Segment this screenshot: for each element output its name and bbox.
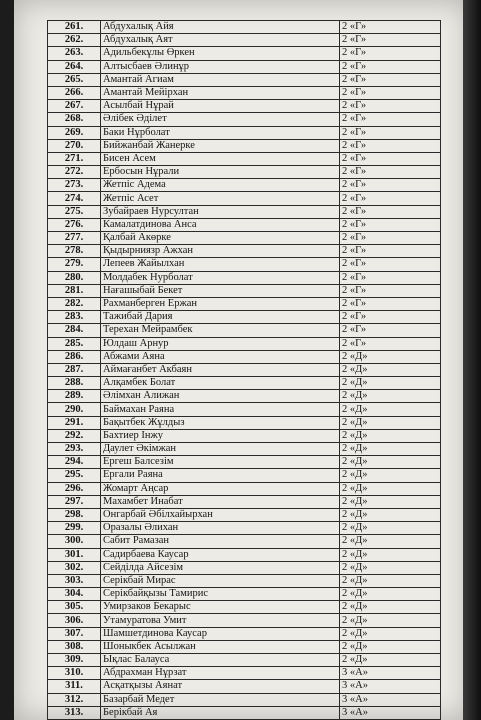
student-name: Ықлас Балауса: [101, 654, 340, 667]
table-row: [48, 192, 441, 205]
row-number: 295.: [48, 469, 101, 482]
table-row: [48, 469, 441, 482]
student-name: Камалатдинова Анса: [101, 218, 340, 231]
row-number: 275.: [48, 205, 101, 218]
class-label: 3 «А»: [340, 693, 441, 706]
table-row: [48, 574, 441, 587]
table-row: [48, 429, 441, 442]
row-number: 288.: [48, 377, 101, 390]
row-number: 286.: [48, 350, 101, 363]
student-name: Базарбай Медет: [101, 693, 340, 706]
row-number: 289.: [48, 390, 101, 403]
class-label: 2 «Д»: [340, 403, 441, 416]
student-name: Абжами Аяна: [101, 350, 340, 363]
class-label: 2 «Д»: [340, 416, 441, 429]
row-number: 280.: [48, 271, 101, 284]
row-number: 296.: [48, 482, 101, 495]
class-label: 2 «Г»: [340, 152, 441, 165]
student-name: Серікбайқызы Тамирис: [101, 588, 340, 601]
table-row: [48, 205, 441, 218]
class-label: 2 «Д»: [340, 350, 441, 363]
student-name: Абдрахман Нұрзат: [101, 667, 340, 680]
student-name: Сабит Рамазан: [101, 535, 340, 548]
class-label: 2 «Г»: [340, 324, 441, 337]
class-label: 2 «Г»: [340, 100, 441, 113]
table-row: [48, 73, 441, 86]
class-label: 2 «Д»: [340, 390, 441, 403]
table-row: [48, 258, 441, 271]
student-list-table: [47, 20, 441, 720]
table-row: [48, 601, 441, 614]
table-row: [48, 588, 441, 601]
table-row: [48, 218, 441, 231]
row-number: 269.: [48, 126, 101, 139]
row-number: 303.: [48, 574, 101, 587]
student-name: Даулет Әкімжан: [101, 443, 340, 456]
student-name: Жомарт Аңсар: [101, 482, 340, 495]
row-number: 308.: [48, 640, 101, 653]
student-name: Абдухалық Айя: [101, 21, 340, 34]
class-label: 2 «Д»: [340, 522, 441, 535]
student-name: Сейділда Айсезім: [101, 561, 340, 574]
class-label: 2 «Д»: [340, 548, 441, 561]
row-number: 305.: [48, 601, 101, 614]
class-label: 2 «Д»: [340, 377, 441, 390]
student-name: Рахманберген Ержан: [101, 297, 340, 310]
row-number: 311.: [48, 680, 101, 693]
student-name: Аймағанбет Акбаян: [101, 363, 340, 376]
student-name: Асылбай Нұрай: [101, 100, 340, 113]
table-row: [48, 139, 441, 152]
class-label: 2 «Д»: [340, 535, 441, 548]
student-name: Баймахан Раяна: [101, 403, 340, 416]
student-name: Берікбай Ая: [101, 706, 340, 719]
student-name: Утамуратова Умит: [101, 614, 340, 627]
student-name: Ергали Раяна: [101, 469, 340, 482]
table-body: [48, 21, 441, 720]
student-name: Қалбай Акөрке: [101, 232, 340, 245]
table-row: [48, 179, 441, 192]
student-name: Бийжанбай Жанерке: [101, 139, 340, 152]
class-label: 2 «Г»: [340, 192, 441, 205]
row-number: 291.: [48, 416, 101, 429]
class-label: 2 «Г»: [340, 47, 441, 60]
row-number: 265.: [48, 73, 101, 86]
table-row: [48, 363, 441, 376]
class-label: 2 «Д»: [340, 601, 441, 614]
row-number: 268.: [48, 113, 101, 126]
table-row: [48, 297, 441, 310]
student-name: Әлімхан Алижан: [101, 390, 340, 403]
row-number: 283.: [48, 311, 101, 324]
table-row: [48, 271, 441, 284]
class-label: 2 «Д»: [340, 508, 441, 521]
student-name: Серікбай Мирас: [101, 574, 340, 587]
student-name: Бахтиер Інжу: [101, 429, 340, 442]
class-label: 2 «Г»: [340, 113, 441, 126]
row-number: 277.: [48, 232, 101, 245]
class-label: 2 «Г»: [340, 139, 441, 152]
student-name: Умирзаков Бекарыс: [101, 601, 340, 614]
row-number: 313.: [48, 706, 101, 719]
student-name: Шамшетдинова Каусар: [101, 627, 340, 640]
student-name: Нағашыбай Бекет: [101, 284, 340, 297]
class-label: 2 «Д»: [340, 363, 441, 376]
row-number: 299.: [48, 522, 101, 535]
table-row: [48, 113, 441, 126]
student-name: Абдухалық Аят: [101, 34, 340, 47]
table-row: [48, 245, 441, 258]
student-name: Ергеш Балсезім: [101, 456, 340, 469]
table-row: [48, 522, 441, 535]
student-name: Әлібек Әділет: [101, 113, 340, 126]
table-row: [48, 337, 441, 350]
table-row: [48, 324, 441, 337]
class-label: 2 «Г»: [340, 126, 441, 139]
student-name: Асқатқызы Аянат: [101, 680, 340, 693]
table-row: [48, 152, 441, 165]
row-number: 284.: [48, 324, 101, 337]
table-row: [48, 443, 441, 456]
table-row: [48, 456, 441, 469]
student-name: Жетпіс Асет: [101, 192, 340, 205]
row-number: 287.: [48, 363, 101, 376]
scan-edge: [463, 0, 481, 720]
table-row: [48, 377, 441, 390]
table-row: [48, 693, 441, 706]
student-name: Амантай Мейірхан: [101, 86, 340, 99]
class-label: 2 «Г»: [340, 60, 441, 73]
student-name: Амантай Агиам: [101, 73, 340, 86]
class-label: 2 «Г»: [340, 311, 441, 324]
student-name: Шоныкбек Асылжан: [101, 640, 340, 653]
student-name: Баки Нұрболат: [101, 126, 340, 139]
row-number: 267.: [48, 100, 101, 113]
class-label: 2 «Д»: [340, 482, 441, 495]
table-row: [48, 535, 441, 548]
table-row: [48, 86, 441, 99]
student-name: Юлдаш Арнур: [101, 337, 340, 350]
class-label: 2 «Д»: [340, 429, 441, 442]
table-row: [48, 47, 441, 60]
row-number: 278.: [48, 245, 101, 258]
class-label: 2 «Д»: [340, 654, 441, 667]
class-label: 2 «Г»: [340, 21, 441, 34]
row-number: 310.: [48, 667, 101, 680]
row-number: 274.: [48, 192, 101, 205]
class-label: 2 «Г»: [340, 271, 441, 284]
student-name: Бисен Асем: [101, 152, 340, 165]
student-name: Молдабек Нурболат: [101, 271, 340, 284]
student-name: Адильбекұлы Өркен: [101, 47, 340, 60]
class-label: 2 «Д»: [340, 495, 441, 508]
class-label: 3 «А»: [340, 706, 441, 719]
class-label: 2 «Д»: [340, 574, 441, 587]
row-number: 300.: [48, 535, 101, 548]
class-label: 2 «Г»: [340, 297, 441, 310]
class-label: 2 «Г»: [340, 179, 441, 192]
class-label: 2 «Г»: [340, 73, 441, 86]
row-number: 312.: [48, 693, 101, 706]
student-name: Оразалы Әлихан: [101, 522, 340, 535]
row-number: 271.: [48, 152, 101, 165]
class-label: 3 «А»: [340, 667, 441, 680]
table-row: [48, 495, 441, 508]
table-row: [48, 706, 441, 719]
row-number: 301.: [48, 548, 101, 561]
class-label: 2 «Г»: [340, 258, 441, 271]
table-row: [48, 640, 441, 653]
table-row: [48, 311, 441, 324]
student-name: Жетпіс Адема: [101, 179, 340, 192]
student-name: Тажибай Дария: [101, 311, 340, 324]
class-label: 2 «Д»: [340, 443, 441, 456]
student-name: Садирбаева Каусар: [101, 548, 340, 561]
table-row: [48, 614, 441, 627]
class-label: 2 «Д»: [340, 469, 441, 482]
row-number: 264.: [48, 60, 101, 73]
class-label: 2 «Г»: [340, 232, 441, 245]
table-row: [48, 21, 441, 34]
row-number: 266.: [48, 86, 101, 99]
table-row: [48, 166, 441, 179]
row-number: 270.: [48, 139, 101, 152]
row-number: 304.: [48, 588, 101, 601]
student-name: Терехан Мейрамбек: [101, 324, 340, 337]
class-label: 3 «А»: [340, 680, 441, 693]
class-label: 2 «Г»: [340, 205, 441, 218]
class-label: 2 «Д»: [340, 561, 441, 574]
table-row: [48, 284, 441, 297]
class-label: 2 «Г»: [340, 337, 441, 350]
row-number: 285.: [48, 337, 101, 350]
table-row: [48, 232, 441, 245]
table-row: [48, 60, 441, 73]
class-label: 2 «Д»: [340, 456, 441, 469]
row-number: 306.: [48, 614, 101, 627]
student-name: Махамбет Инабат: [101, 495, 340, 508]
student-name: Алтысбаев Әлинұр: [101, 60, 340, 73]
table-row: [48, 100, 441, 113]
table-row: [48, 680, 441, 693]
student-name: Бақытбек Жұлдыз: [101, 416, 340, 429]
class-label: 2 «Г»: [340, 245, 441, 258]
table-row: [48, 508, 441, 521]
student-name: Онгарбай Әбілхайырхан: [101, 508, 340, 521]
row-number: 272.: [48, 166, 101, 179]
table-row: [48, 416, 441, 429]
row-number: 307.: [48, 627, 101, 640]
table-row: [48, 403, 441, 416]
class-label: 2 «Д»: [340, 588, 441, 601]
row-number: 298.: [48, 508, 101, 521]
class-label: 2 «Г»: [340, 34, 441, 47]
row-number: 261.: [48, 21, 101, 34]
table-row: [48, 34, 441, 47]
table-row: [48, 482, 441, 495]
row-number: 293.: [48, 443, 101, 456]
class-label: 2 «Д»: [340, 640, 441, 653]
row-number: 279.: [48, 258, 101, 271]
class-label: 2 «Г»: [340, 86, 441, 99]
student-name: Алқамбек Болат: [101, 377, 340, 390]
table-row: [48, 654, 441, 667]
row-number: 263.: [48, 47, 101, 60]
row-number: 290.: [48, 403, 101, 416]
row-number: 309.: [48, 654, 101, 667]
class-label: 2 «Д»: [340, 614, 441, 627]
class-label: 2 «Д»: [340, 627, 441, 640]
student-name: Қыдырниязр Ажхан: [101, 245, 340, 258]
row-number: 294.: [48, 456, 101, 469]
class-label: 2 «Г»: [340, 284, 441, 297]
row-number: 262.: [48, 34, 101, 47]
row-number: 282.: [48, 297, 101, 310]
row-number: 273.: [48, 179, 101, 192]
table-row: [48, 350, 441, 363]
row-number: 281.: [48, 284, 101, 297]
table-row: [48, 126, 441, 139]
class-label: 2 «Г»: [340, 218, 441, 231]
row-number: 292.: [48, 429, 101, 442]
student-name: Зубайраев Нурсултан: [101, 205, 340, 218]
row-number: 276.: [48, 218, 101, 231]
class-label: 2 «Г»: [340, 166, 441, 179]
student-name: Лепеев Жайылхан: [101, 258, 340, 271]
table-row: [48, 548, 441, 561]
row-number: 302.: [48, 561, 101, 574]
table-row: [48, 627, 441, 640]
table-row: [48, 667, 441, 680]
row-number: 297.: [48, 495, 101, 508]
table-row: [48, 561, 441, 574]
table-row: [48, 390, 441, 403]
student-name: Ербосын Нұрали: [101, 166, 340, 179]
